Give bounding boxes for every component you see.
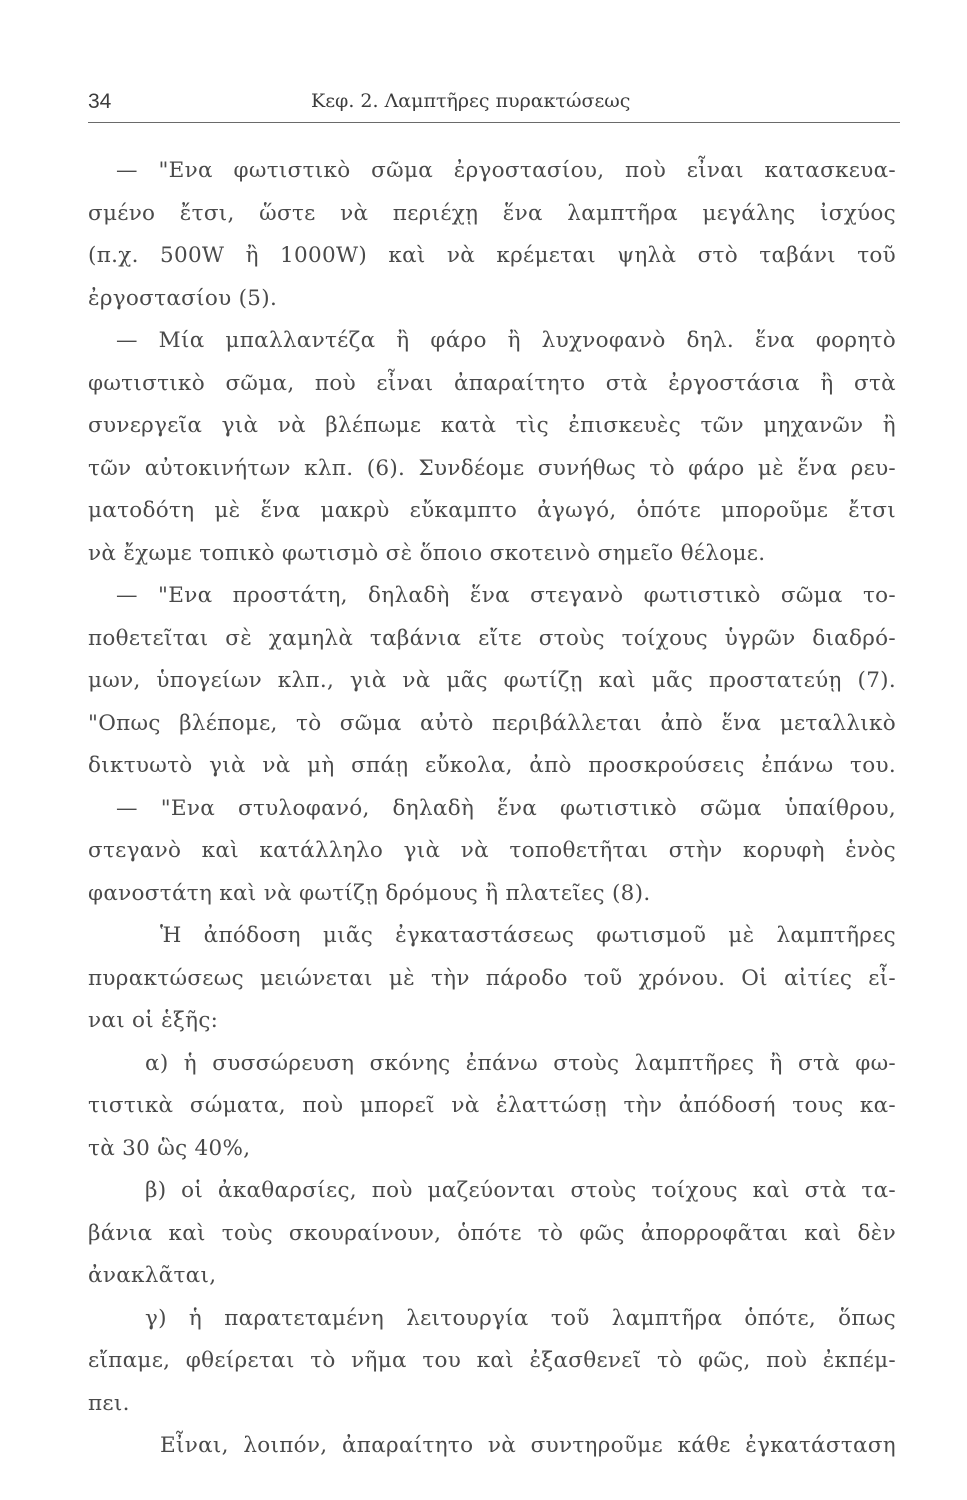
text-line: ἀνακλᾶται,	[88, 1263, 217, 1288]
body-text	[88, 150, 896, 1468]
text-line: φανοστάτη καὶ νὰ φωτίζῃ δρόμους ἢ πλατεῖες (8).	[88, 880, 651, 906]
text-line: δικτυωτὸ γιὰ νὰ μὴ σπάῃ εὔκολα, ἀπὸ προσκρούσεις ἐπάνω του.	[88, 753, 896, 778]
text-line: νὰ ἔχωμε τοπικὸ φωτισμὸ σὲ ὅποιο σκοτεινὸ σημεῖο θέλομε.	[88, 540, 766, 566]
text-line: Ἡ ἀπόδοση μιᾶς ἐγκαταστάσεως φωτισμοῦ μὲ λαμπτῆρες	[160, 923, 896, 948]
text-line: — "Ενα φωτιστικὸ σῶμα ἐργοστασίου, ποὺ εἶναι κατασκευα-	[116, 158, 896, 183]
text-line: — "Ενα στυλοφανό, δηλαδὴ ἕνα φωτιστικὸ σῶμα ὑπαίθρου,	[116, 795, 896, 821]
text-line: φωτιστικὸ σῶμα, ποὺ εἶναι ἀπαραίτητο στὰ ἐργοστάσια ἢ στὰ	[88, 370, 896, 396]
text-line: πυρακτώσεως μειώνεται μὲ τὴν πάροδο τοῦ χρόνου. Οἱ αἰτίες εἶ-	[88, 965, 896, 991]
text-line: συνεργεῖα γιὰ νὰ βλέπωμε κατὰ τὶς ἐπισκευὲς τῶν μηχανῶν ἢ	[88, 413, 896, 438]
text-line: "Οπως βλέπομε, τὸ σῶμα αὐτὸ περιβάλλεται ἀπὸ ἕνα μεταλλικὸ	[88, 710, 896, 736]
text-line: σμένο ἔτσι, ὥστε νὰ περιέχῃ ἕνα λαμπτῆρα μεγάλης ἰσχύος	[88, 200, 896, 226]
text-line: — "Ενα προστάτη, δηλαδὴ ἕνα στεγανὸ φωτιστικὸ σῶμα το-	[116, 583, 896, 608]
text-line: τῶν αὐτοκινήτων κλπ. (6). Συνδέομε συνήθως τὸ φάρο μὲ ἕνα ρευ-	[88, 455, 896, 481]
text-line: πει.	[88, 1390, 130, 1416]
text-line: β) οἱ ἀκαθαρσίες, ποὺ μαζεύονται στοὺς τοίχους καὶ στὰ τα-	[145, 1178, 896, 1203]
text-line: — Μία μπαλλαντέζα ἢ φάρο ἢ λυχνοφανὸ δηλ. ἕνα φορητὸ	[116, 328, 896, 353]
running-head: Κεφ. 2. Λαμπτῆρες πυρακτώσεως	[311, 90, 631, 112]
page-header	[88, 82, 900, 123]
text-line: ματοδότη μὲ ἕνα μακρὺ εὔκαμπτο ἀγωγό, ὁπότε μποροῦμε ἔτσι	[88, 498, 896, 523]
text-line: ἐργοστασίου (5).	[88, 285, 278, 311]
text-line: ποθετεῖται σὲ χαμηλὰ ταβάνια εἴτε στοὺς τοίχους ὑγρῶν διαδρό-	[88, 625, 896, 651]
text-line: (π.χ. 500W ἢ 1000W) καὶ νὰ κρέμεται ψηλὰ στὸ ταβάνι τοῦ	[88, 243, 896, 268]
page-number: 34	[88, 90, 112, 113]
text-line: γ) ἡ παρατεταμένη λειτουργία τοῦ λαμπτῆρα ὁπότε, ὅπως	[145, 1305, 896, 1331]
text-line: εἴπαμε, φθείρεται τὸ νῆμα του καὶ ἐξασθενεῖ τὸ φῶς, ποὺ ἐκπέμ-	[88, 1348, 896, 1373]
text-line: στεγανὸ καὶ κατάλληλο γιὰ νὰ τοποθετῆται στὴν κορυφὴ ἑνὸς	[88, 838, 896, 863]
text-line: μων, ὑπογείων κλπ., γιὰ νὰ μᾶς φωτίζῃ καὶ μᾶς προστατεύῃ (7).	[88, 668, 896, 693]
text-line: τὰ 30 ὣς 40%,	[88, 1135, 251, 1161]
text-line: βάνια καὶ τοὺς σκουραίνουν, ὁπότε τὸ φῶς ἀπορροφᾶται καὶ δὲν	[88, 1220, 896, 1246]
text-line: τιστικὰ σώματα, ποὺ μπορεῖ νὰ ἐλαττώσῃ τὴν ἀπόδοσή τους κα-	[88, 1093, 896, 1118]
text-line: Εἶναι, λοιπόν, ἀπαραίτητο νὰ συντηροῦμε κάθε ἐγκατάσταση	[160, 1433, 896, 1458]
text-line: ναι οἱ ἑξῆς:	[88, 1008, 219, 1033]
text-line: α) ἡ συσσώρευση σκόνης ἐπάνω στοὺς λαμπτῆρες ἢ στὰ φω-	[145, 1050, 896, 1076]
